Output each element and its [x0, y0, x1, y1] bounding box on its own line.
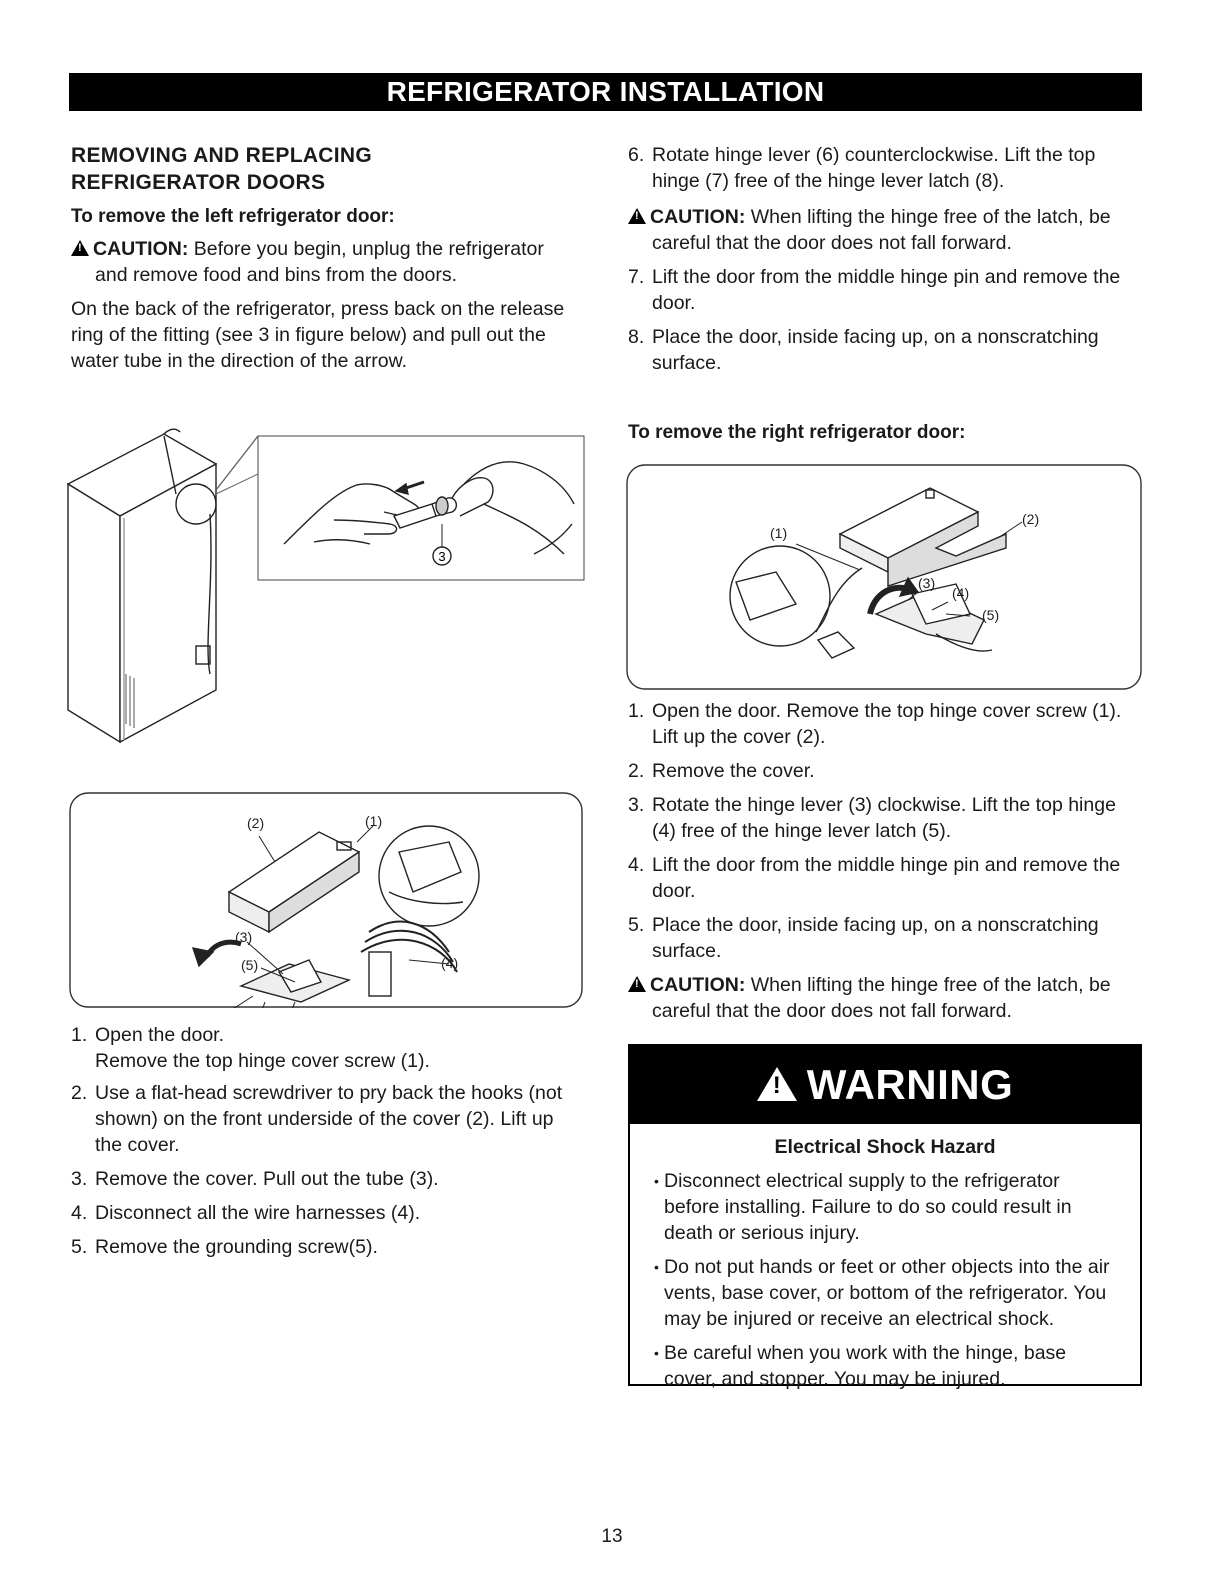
right-caution-2: !CAUTION: When lifting the hinge free of the latch, be careful that the door does not fall forward.: [628, 972, 1142, 1024]
section-heading-line2: REFRIGERATOR DOORS: [71, 171, 326, 194]
right-steps: [628, 698, 1142, 1024]
left-step-1-line1: Open the door.: [95, 1024, 225, 1046]
caution-text: Before you begin, unplug the refrigerator and remove food and bins from the doors.: [95, 238, 544, 286]
right-door-subheading: To remove the right refrigerator door:: [628, 422, 966, 443]
left-steps: [71, 1022, 581, 1260]
warning-bullet: • Be careful when you work with the hinge, base cover, and stopper. You may be injured.: [654, 1340, 1114, 1392]
caution-label: CAUTION:: [93, 238, 189, 260]
fig3-callout-3: (3): [918, 575, 936, 591]
fig2-callout-4: (4): [441, 955, 459, 971]
left-column: [71, 142, 581, 374]
right-door-step-1: 1. Open the door. Remove the top hinge cover screw (1). Lift up the cover (2).: [628, 700, 1122, 748]
warning-bullet: • Do not put hands or feet or other objects into the air vents, base cover, or bottom of the refrigerator. You may be injured or receive an electrical shock.: [654, 1254, 1114, 1332]
right-door-step-4: 4. Lift the door from the middle hinge pin and remove the door.: [628, 854, 1121, 902]
left-step-4: 4. Disconnect all the wire harnesses (4).: [71, 1202, 421, 1224]
right-caution-1: !CAUTION: When lifting the hinge free of the latch, be careful that the door does not fall forward.: [628, 204, 1142, 256]
right-door-step-2: 2. Remove the cover.: [628, 760, 815, 782]
fig3-callout-5: (5): [982, 607, 1000, 623]
right-door-step-3: 3. Rotate the hinge lever (3) clockwise. Lift the top hinge (4) free of the hinge lever latch (5).: [628, 794, 1116, 842]
warning-box: [628, 1044, 1142, 1390]
caution-icon: [628, 976, 646, 992]
left-step-5: 5. Remove the grounding screw(5).: [71, 1236, 378, 1258]
right-door-step-5: 5. Place the door, inside facing up, on a nonscratching surface.: [628, 914, 1099, 962]
fig3-callout-4: (4): [952, 585, 970, 601]
fig2-callout-2: (2): [247, 815, 265, 831]
fig2-callout-5: (5): [241, 957, 259, 973]
right-column: [628, 142, 1142, 446]
intro-paragraph: On the back of the refrigerator, press back on the release ring of the fitting (see 3 in figure below) and pull out the water tube in the direction of the arrow.: [71, 298, 565, 372]
right-step-8: 8. Place the door, inside facing up, on a nonscratching surface.: [628, 326, 1099, 374]
left-step-1: 1. Open the door. Remove the top hinge cover screw (1).: [71, 1024, 430, 1072]
section-banner: REFRIGERATOR INSTALLATION: [69, 73, 1142, 111]
left-step-2: 2. Use a flat-head screwdriver to pry back the hooks (not shown) on the front underside of the cover (2). Lift up the cover.: [71, 1082, 563, 1156]
figure-water-tube: [64, 424, 586, 746]
caution-icon: [628, 208, 646, 224]
warning-subtitle: Electrical Shock Hazard: [774, 1136, 996, 1158]
warning-title: WARNING: [806, 1061, 1014, 1108]
fig3-callout-1: (1): [770, 525, 788, 541]
right-step-7: 7. Lift the door from the middle hinge pin and remove the door.: [628, 266, 1121, 314]
left-door-subheading: To remove the left refrigerator door:: [71, 206, 395, 227]
right-step-6: 6. Rotate hinge lever (6) counterclockwise. Lift the top hinge (7) free of the hinge lever latch (8).: [628, 144, 1096, 192]
fig2-callout-1: (1): [365, 813, 383, 829]
fig1-callout-3: 3: [438, 549, 446, 564]
warning-bullet: • Disconnect electrical supply to the refrigerator before installing. Failure to do so could result in death or serious injury.: [654, 1168, 1114, 1246]
figure-right-hinge: [626, 464, 1142, 690]
fig3-callout-2: (2): [1022, 511, 1040, 527]
fig2-callout-3: (3): [235, 929, 253, 945]
caution-icon: [71, 240, 89, 256]
figure-left-hinge: [69, 792, 583, 1008]
left-step-1-line2: Remove the top hinge cover screw (1).: [95, 1050, 430, 1072]
warning-icon: [757, 1067, 797, 1101]
left-step-3: 3. Remove the cover. Pull out the tube (3).: [71, 1168, 439, 1190]
page-number: 13: [601, 1526, 623, 1547]
section-heading-line1: REMOVING AND REPLACING: [71, 144, 372, 167]
warning-header: [630, 1046, 1140, 1124]
left-caution: [71, 236, 581, 288]
